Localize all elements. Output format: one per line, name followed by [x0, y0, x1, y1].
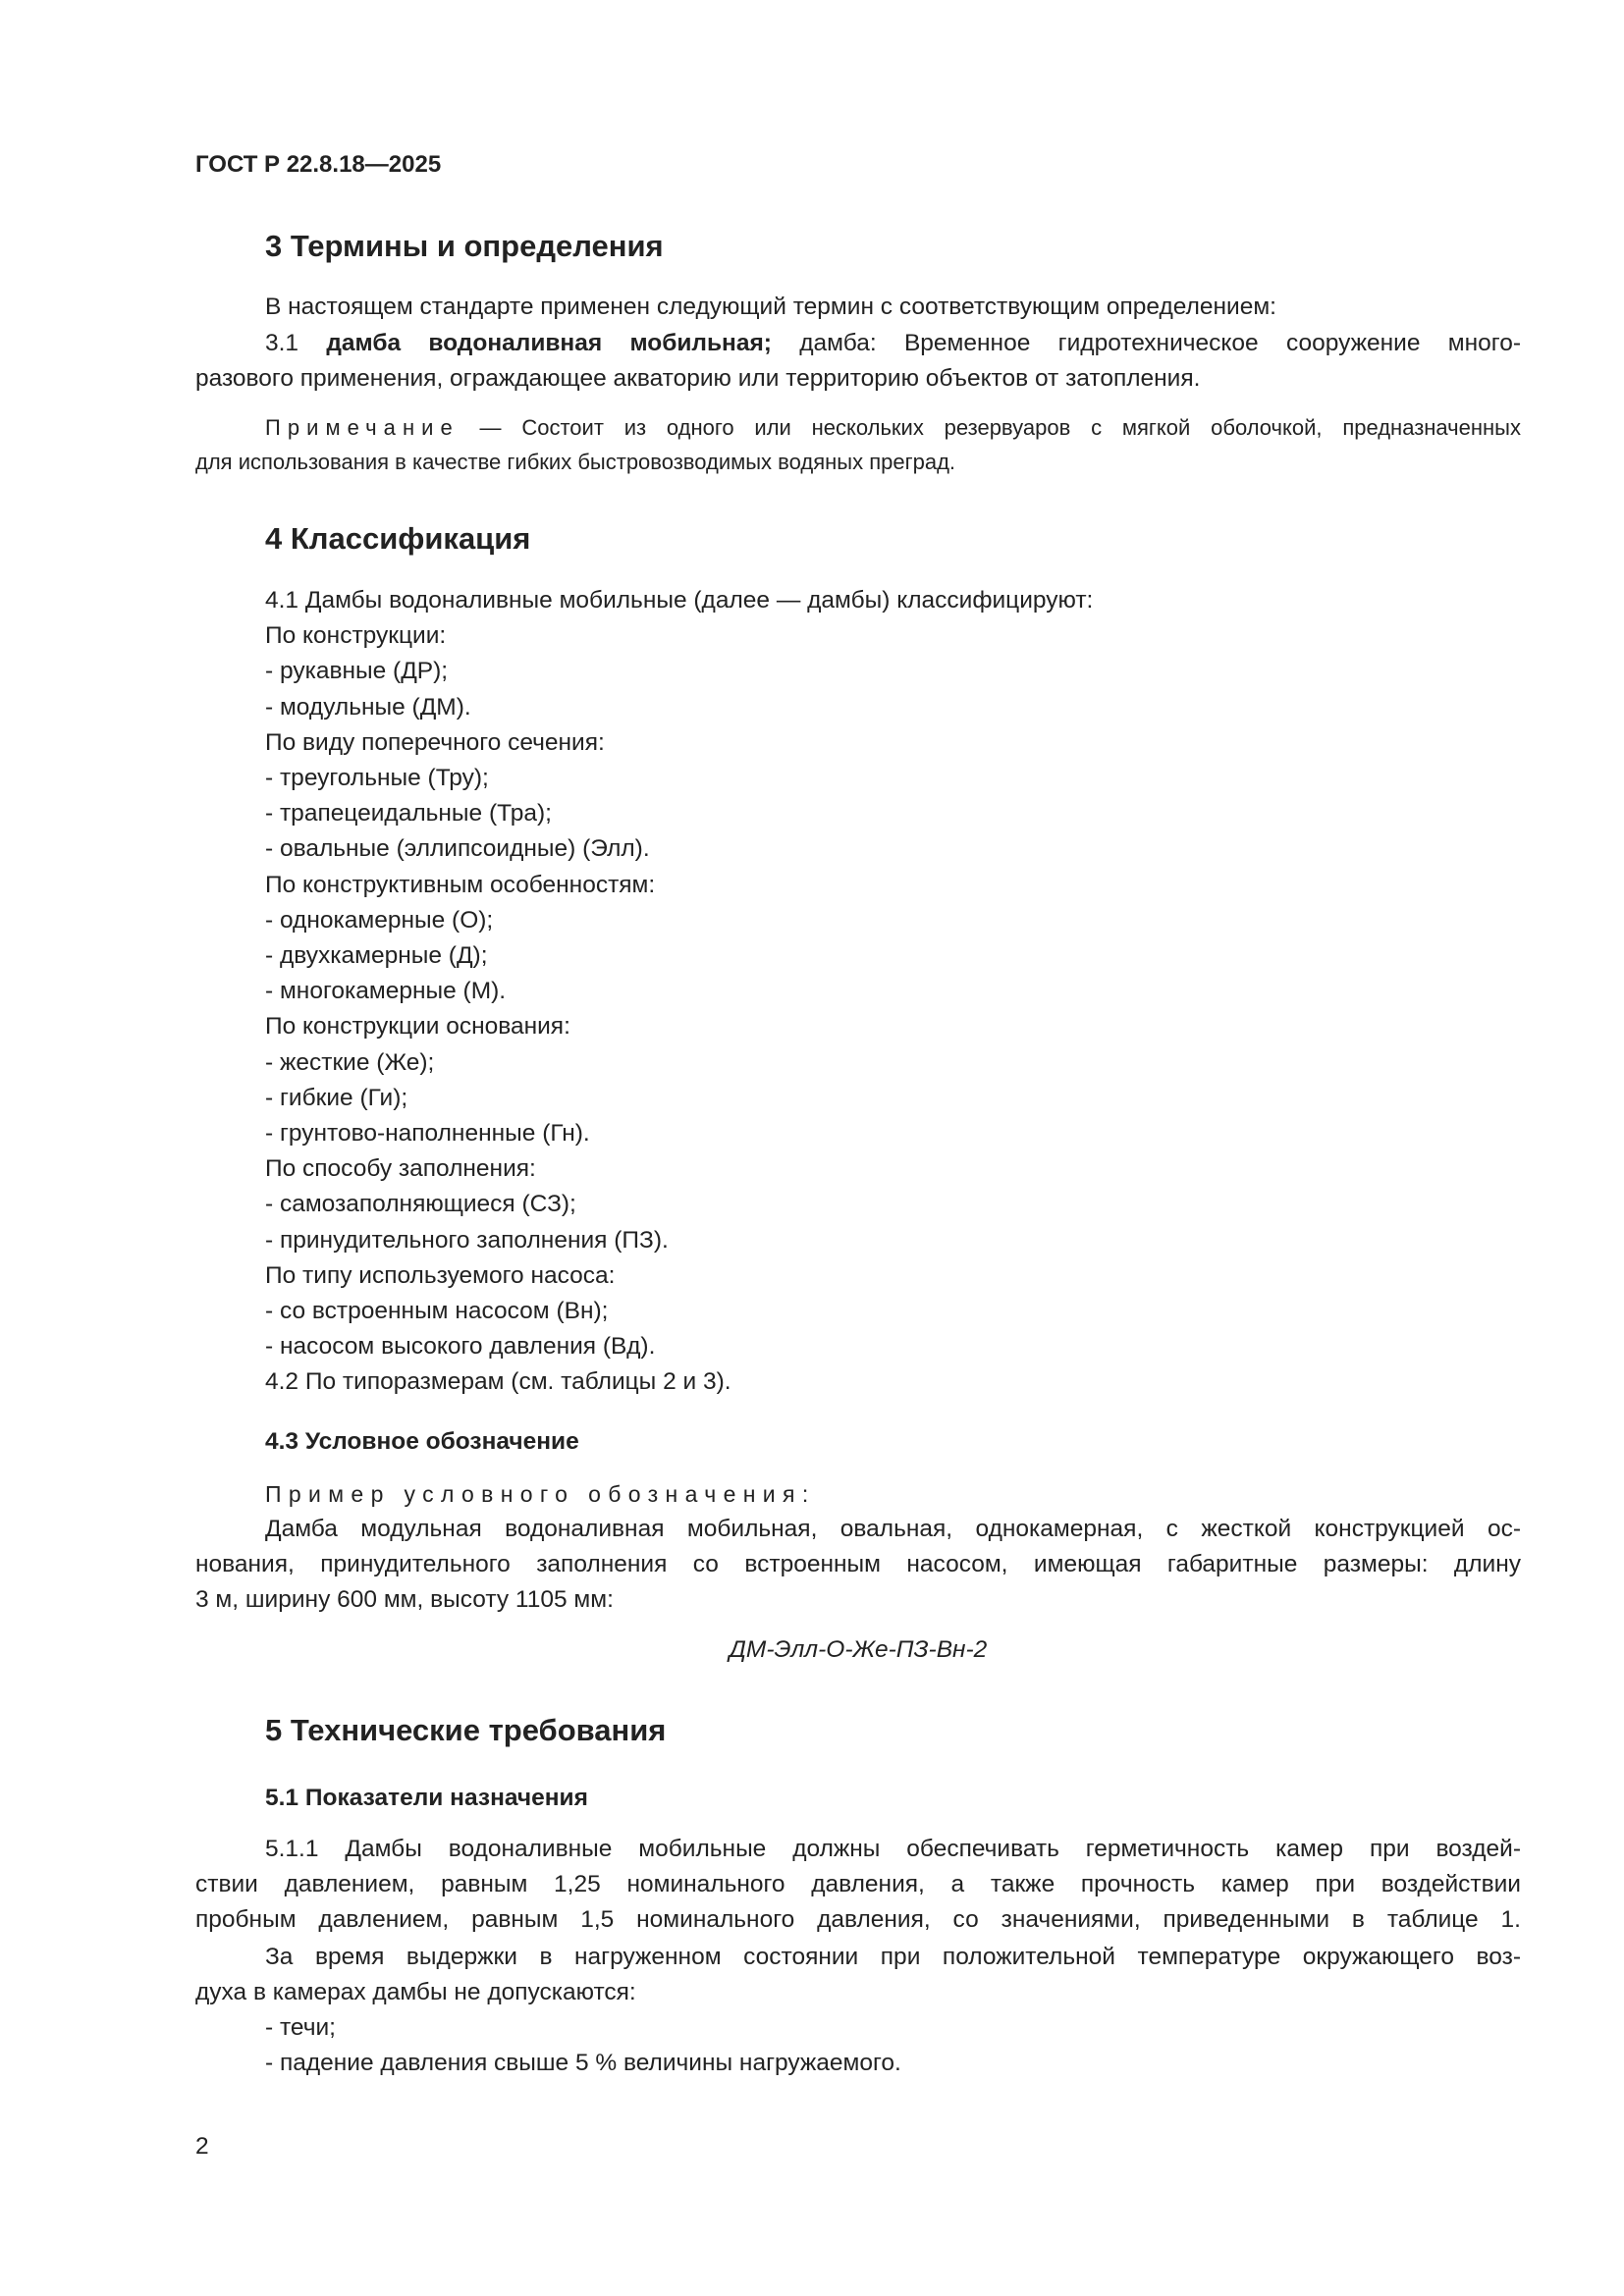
classification-line: По способу заполнения:: [265, 1155, 536, 1183]
section-3-title: 3 Термины и определения: [265, 229, 664, 263]
classification-line: - со встроенным насосом (Вн);: [265, 1298, 609, 1324]
document-header: ГОСТ Р 22.8.18—2025: [195, 151, 442, 178]
note-line1: [265, 410, 1521, 446]
example-label: Пример условного обозначения:: [265, 1481, 816, 1507]
list-item: - течи;: [265, 2014, 336, 2041]
note-text: — Состоит из одного или нескольких резервуаров с мягкой оболочкой, предназначенных: [459, 415, 1521, 440]
term-3-1-line2: разового применения, ограждающее акваторию или территорию объектов от затопления.: [195, 365, 1201, 392]
paragraph-line: ствии давлением, равным 1,25 номинального давления, а также прочность камер при воздействии: [195, 1871, 1521, 1897]
classification-line: - овальные (эллипсоидные) (Элл).: [265, 835, 650, 863]
classification-line: - самозаполняющиеся (СЗ);: [265, 1191, 576, 1218]
classification-line: 4.1 Дамбы водоналивные мобильные (далее — дамбы) классифицируют:: [265, 587, 1094, 614]
classification-line: - однокамерные (О);: [265, 906, 494, 934]
example-line: Дамба модульная водоналивная мобильная, овальная, однокамерная, с жесткой конструкцией ос-: [265, 1516, 1521, 1542]
term-number: 3.1: [265, 330, 327, 356]
classification-line: По конструкции основания:: [265, 1013, 570, 1041]
classification-line: - грунтово-наполненные (Гн).: [265, 1120, 590, 1147]
list-item: - падение давления свыше 5 % величины нагружаемого.: [265, 2050, 901, 2076]
classification-line: - жесткие (Же);: [265, 1048, 435, 1076]
classification-line: 4.2 По типоразмерам (см. таблицы 2 и 3).: [265, 1368, 731, 1396]
classification-line: По конструктивным особенностям:: [265, 871, 656, 898]
classification-line: - насосом высокого давления (Вд).: [265, 1333, 656, 1361]
note-label: Примечание: [265, 415, 460, 440]
term-name: дамба водоналивная мобильная;: [326, 330, 772, 356]
term-definition: дамба: Временное гидротехническое сооружение много-: [771, 330, 1521, 356]
term-3-1-line1: [265, 326, 1521, 361]
note-line2: для использования в качестве гибких быстровозводимых водяных преград.: [195, 450, 956, 474]
classification-line: - трапецеидальные (Тра);: [265, 800, 552, 828]
example-line: нования, принудительного заполнения со встроенным насосом, имеющая габаритные размеры: длину: [195, 1551, 1521, 1577]
section-5-title: 5 Технические требования: [265, 1713, 667, 1747]
section-5-1-title: 5.1 Показатели назначения: [265, 1785, 588, 1811]
classification-line: - двухкамерные (Д);: [265, 942, 488, 969]
classification-line: - гибкие (Ги);: [265, 1084, 408, 1111]
classification-line: По конструкции:: [265, 622, 447, 650]
designation-code: ДМ-Элл-О-Же-ПЗ-Вн-2: [729, 1636, 988, 1663]
example-line: 3 м, ширину 600 мм, высоту 1105 мм:: [195, 1586, 614, 1613]
section-4-title: 4 Классификация: [265, 521, 531, 556]
paragraph-line: пробным давлением, равным 1,5 номинального давления, со значениями, приведенными в таблице 1.: [195, 1906, 1521, 1933]
section-4-3-title: 4.3 Условное обозначение: [265, 1428, 579, 1455]
classification-line: - рукавные (ДР);: [265, 658, 449, 685]
classification-line: - принудительного заполнения (ПЗ).: [265, 1226, 669, 1254]
paragraph-line: За время выдержки в нагруженном состоянии при положительной температуре окружающего воз-: [265, 1944, 1521, 1970]
page-number: 2: [195, 2133, 209, 2160]
section-3-intro: В настоящем стандарте применен следующий термин с соответствующим определением:: [265, 294, 1276, 320]
classification-line: По виду поперечного сечения:: [265, 728, 605, 756]
classification-line: - многокамерные (М).: [265, 978, 507, 1005]
classification-line: - треугольные (Тру);: [265, 765, 489, 791]
paragraph-line: 5.1.1 Дамбы водоналивные мобильные должны обеспечивать герметичность камер при воздей-: [265, 1836, 1521, 1862]
paragraph-line: духа в камерах дамбы не допускаются:: [195, 1979, 636, 2005]
classification-line: По типу используемого насоса:: [265, 1261, 616, 1289]
classification-line: - модульные (ДМ).: [265, 693, 471, 721]
